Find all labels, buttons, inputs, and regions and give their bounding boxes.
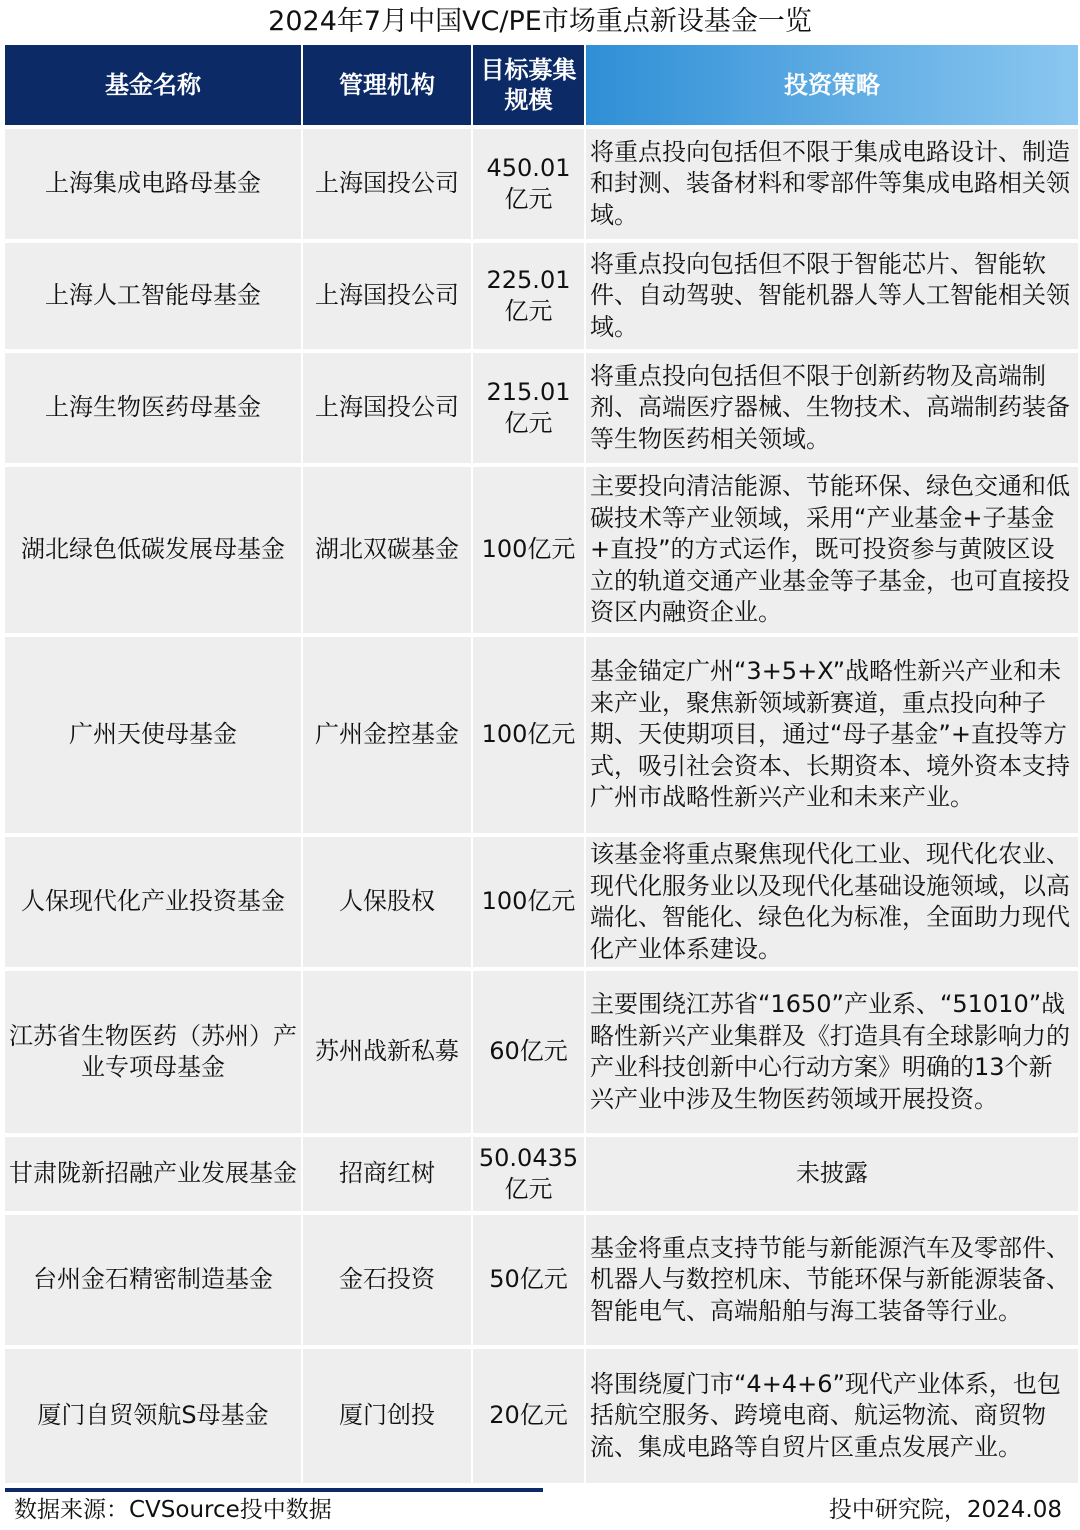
table-body <box>5 127 1078 1483</box>
header-target-size <box>472 45 585 127</box>
fund-name-cell: 上海生物医药母基金 <box>5 351 302 465</box>
page-title: 2024年7月中国VC/PE市场重点新设基金一览 <box>268 6 812 37</box>
manager-cell: 招商红树 <box>302 1135 472 1213</box>
fund-name-cell: 江苏省生物医药（苏州）产业专项母基金 <box>5 969 302 1135</box>
strategy-cell: 主要围绕江苏省“1650”产业系、“51010”战略性新兴产业集群及《打造具有全球影响力的产业科技创新中心行动方案》明确的13个新兴产业中涉及生物医药领域开展投资。 <box>585 969 1078 1135</box>
source-note: 数据来源：CVSource投中数据 <box>14 1497 332 1523</box>
manager-cell: 上海国投公司 <box>302 241 472 351</box>
strategy-cell: 将重点投向包括但不限于创新药物及高端制剂、高端医疗器械、生物技术、高端制药装备等生物医药相关领域。 <box>585 351 1078 465</box>
table-row <box>5 351 1078 465</box>
fund-name-cell: 上海集成电路母基金 <box>5 127 302 241</box>
publisher-date: 投中研究院，2024.08 <box>828 1497 1062 1523</box>
table-row <box>5 465 1078 635</box>
header-manager: 管理机构 <box>302 45 472 127</box>
table-row <box>5 241 1078 351</box>
table-row <box>5 635 1078 835</box>
target-size-cell: 100亿元 <box>472 465 585 635</box>
header-strategy: 投资策略 <box>585 45 1078 127</box>
manager-cell: 上海国投公司 <box>302 351 472 465</box>
table-row <box>5 127 1078 241</box>
target-size-cell: 50亿元 <box>472 1213 585 1347</box>
strategy-cell: 将围绕厦门市“4+4+6”现代产业体系，也包括航空服务、跨境电商、航运物流、商贸物流、集成电路等自贸片区重点发展产业。 <box>585 1347 1078 1483</box>
table-header-row <box>5 45 1078 127</box>
manager-cell: 厦门创投 <box>302 1347 472 1483</box>
fund-name-cell: 湖北绿色低碳发展母基金 <box>5 465 302 635</box>
target-size-cell: 20亿元 <box>472 1347 585 1483</box>
table-row <box>5 1135 1078 1213</box>
target-size-cell: 50.0435亿元 <box>472 1135 585 1213</box>
table-row <box>5 969 1078 1135</box>
fund-name-cell: 甘肃陇新招融产业发展基金 <box>5 1135 302 1213</box>
strategy-cell: 将重点投向包括但不限于集成电路设计、制造和封测、装备材料和零部件等集成电路相关领域。 <box>585 127 1078 241</box>
header-target-size-line1: 目标募集 <box>480 56 577 84</box>
strategy-cell: 未披露 <box>585 1135 1078 1213</box>
target-size-cell: 100亿元 <box>472 635 585 835</box>
target-size-cell: 60亿元 <box>472 969 585 1135</box>
target-size-cell: 215.01亿元 <box>472 351 585 465</box>
fund-name-cell: 台州金石精密制造基金 <box>5 1213 302 1347</box>
table-row <box>5 1347 1078 1483</box>
manager-cell: 上海国投公司 <box>302 127 472 241</box>
strategy-cell: 基金将重点支持节能与新能源汽车及零部件、机器人与数控机床、节能环保与新能源装备、智能电气、高端船舶与海工装备等行业。 <box>585 1213 1078 1347</box>
fund-name-cell: 厦门自贸领航S母基金 <box>5 1347 302 1483</box>
fund-name-cell: 上海人工智能母基金 <box>5 241 302 351</box>
strategy-cell: 基金锚定广州“3+5+X”战略性新兴产业和未来产业，聚焦新领域新赛道，重点投向种子期、天使期项目，通过“母子基金”+直投等方式，吸引社会资本、长期资本、境外资本支持广州市战略性新兴产业和未来产业。 <box>585 635 1078 835</box>
manager-cell: 苏州战新私募 <box>302 969 472 1135</box>
table-row <box>5 835 1078 969</box>
fund-name-cell: 广州天使母基金 <box>5 635 302 835</box>
target-size-cell: 225.01亿元 <box>472 241 585 351</box>
header-target-size-line2: 规模 <box>504 86 553 114</box>
fund-name-cell: 人保现代化产业投资基金 <box>5 835 302 969</box>
manager-cell: 人保股权 <box>302 835 472 969</box>
source-divider <box>5 1488 543 1492</box>
table-row <box>5 1213 1078 1347</box>
target-size-cell: 450.01亿元 <box>472 127 585 241</box>
target-size-cell: 100亿元 <box>472 835 585 969</box>
strategy-cell: 该基金将重点聚焦现代化工业、现代化农业、现代化服务业以及现代化基础设施领域，以高端化、智能化、绿色化为标准，全面助力现代化产业体系建设。 <box>585 835 1078 969</box>
manager-cell: 广州金控基金 <box>302 635 472 835</box>
fund-table <box>5 45 1078 1483</box>
strategy-cell: 主要投向清洁能源、节能环保、绿色交通和低碳技术等产业领域，采用“产业基金+子基金+直投”的方式运作，既可投资参与黄陂区设立的轨道交通产业基金等子基金，也可直接投资区内融资企业。 <box>585 465 1078 635</box>
header-fund-name: 基金名称 <box>5 45 302 127</box>
manager-cell: 金石投资 <box>302 1213 472 1347</box>
strategy-cell: 将重点投向包括但不限于智能芯片、智能软件、自动驾驶、智能机器人等人工智能相关领域。 <box>585 241 1078 351</box>
manager-cell: 湖北双碳基金 <box>302 465 472 635</box>
